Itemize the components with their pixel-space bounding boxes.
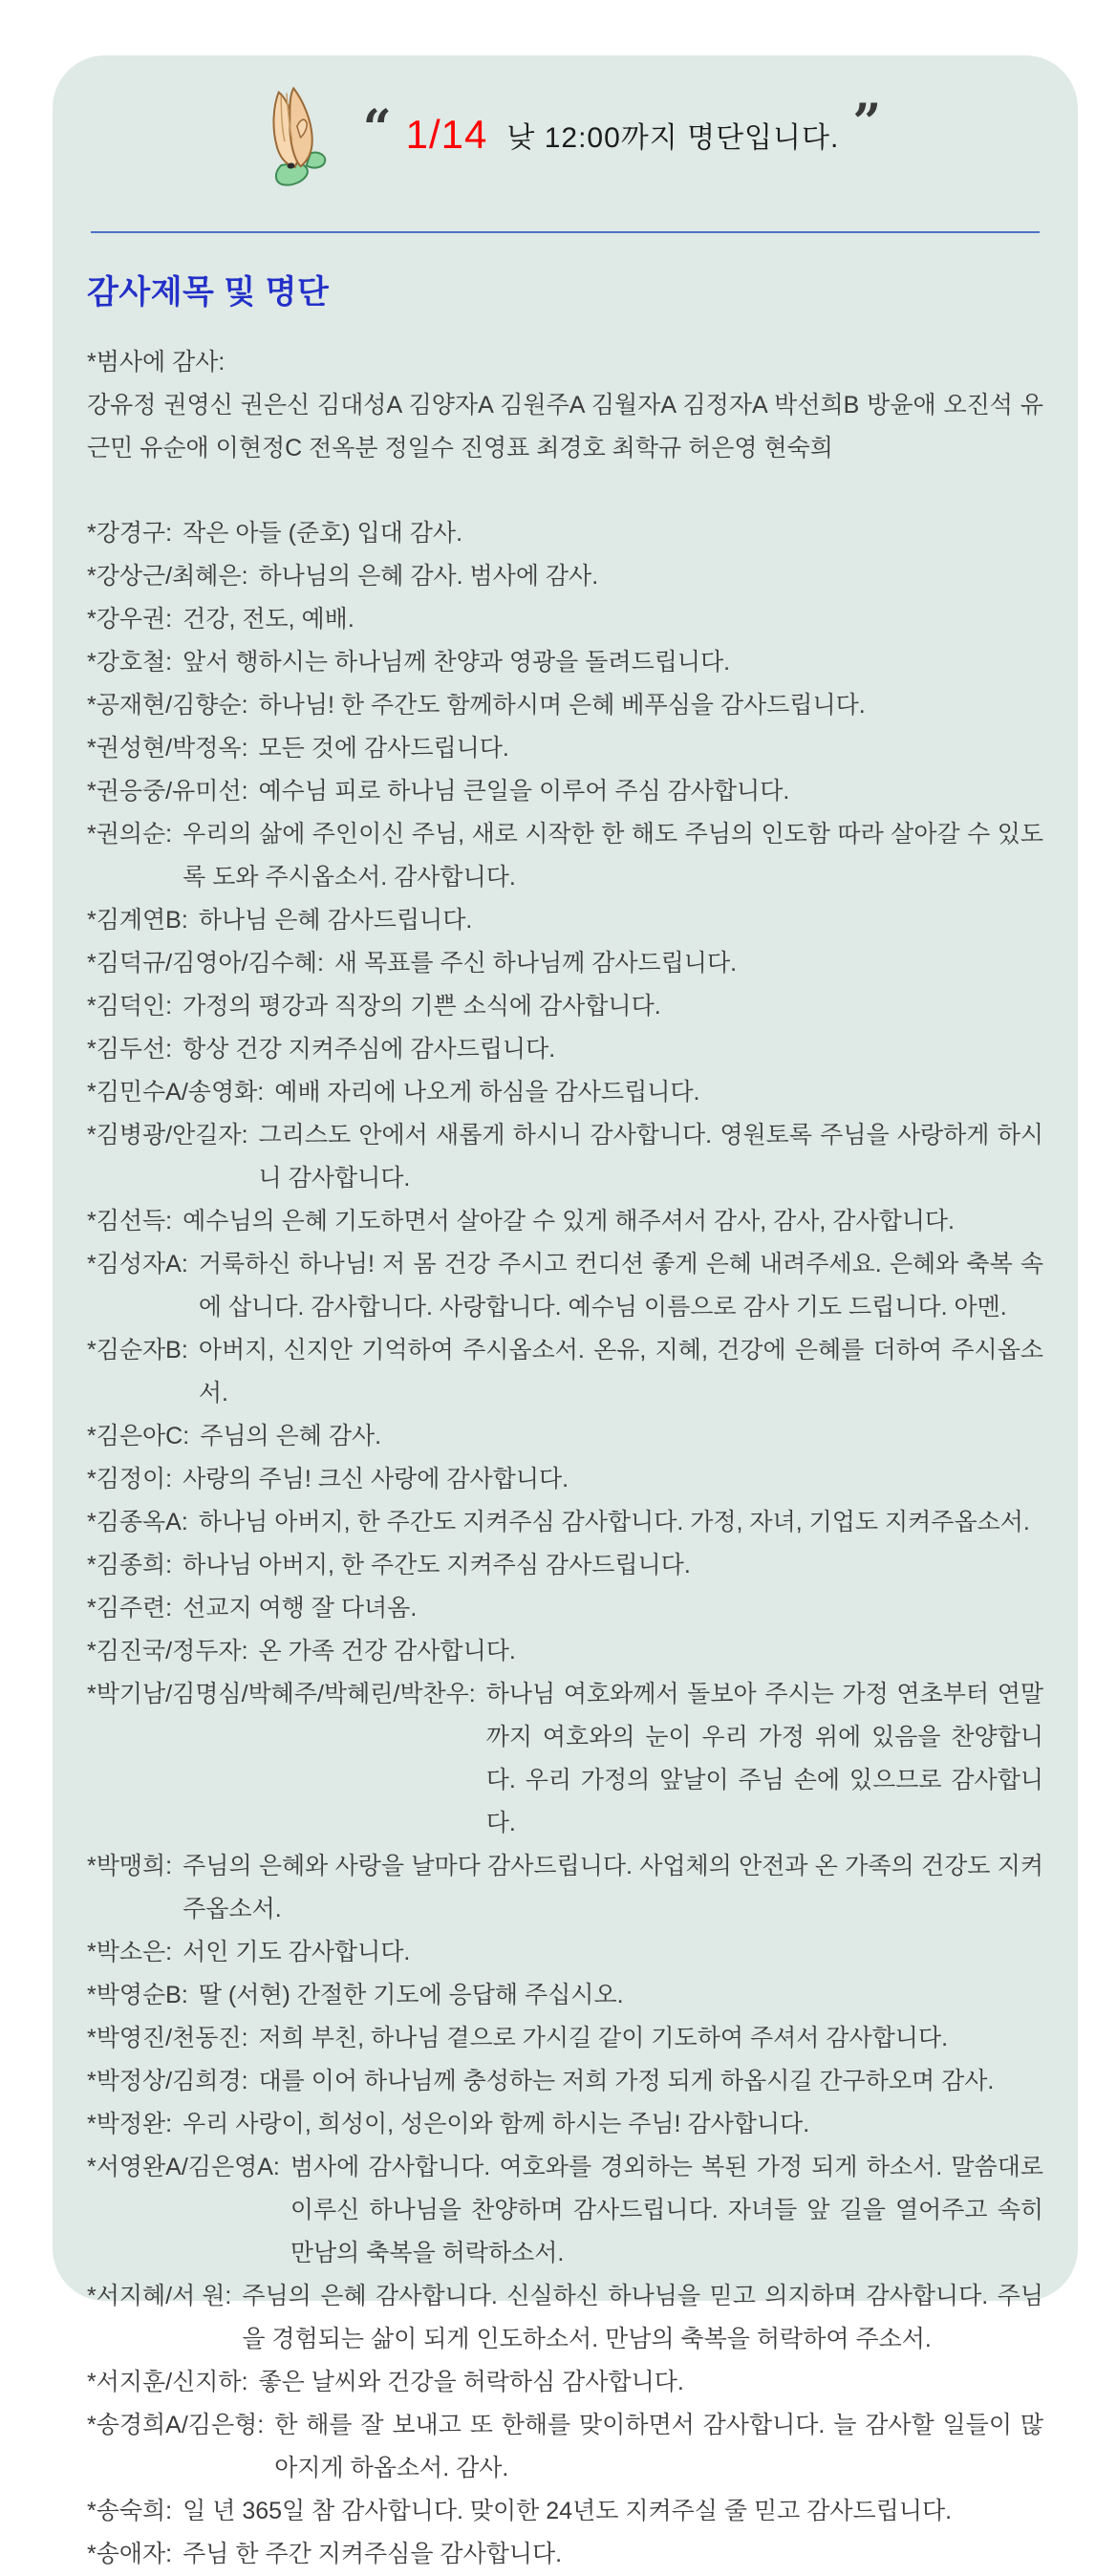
thanks-entry bbox=[87, 2533, 1043, 2576]
entry-name: *서영완A/김은영A: bbox=[87, 2154, 280, 2180]
entry-name: *권응중/유미선: bbox=[87, 778, 248, 805]
entry-text: 하나님의 은혜 감사. 범사에 감사. bbox=[258, 563, 599, 590]
entry-text: 사랑의 주님! 크신 사랑에 감사합니다. bbox=[183, 1466, 569, 1492]
entry-text: 하나님 아버지, 한 주간도 지켜주심 감사합니다. 가정, 자녀, 기업도 지켜주옵소서. bbox=[198, 1509, 1030, 1535]
entry-text: 작은 아들 (준호) 입대 감사. bbox=[183, 520, 463, 547]
entry-name: *박정상/김희경: bbox=[87, 2068, 248, 2094]
entry-text: 건강, 전도, 예배. bbox=[183, 606, 354, 633]
entry-text: 서인 기도 감사합니다. bbox=[183, 1939, 411, 1965]
thanks-entry bbox=[87, 1974, 1043, 2017]
general-thanks-label: *범사에 감사: bbox=[87, 349, 226, 376]
entry-name: *김종옥A: bbox=[87, 1509, 188, 1535]
thanks-entry bbox=[87, 1587, 1043, 1630]
thanks-entry bbox=[87, 1243, 1043, 1329]
entry-name: *강경구: bbox=[87, 520, 173, 547]
entry-name: *김민수A/송영화: bbox=[87, 1079, 265, 1106]
entry-name: *서지혜/서 원: bbox=[87, 2283, 232, 2309]
entry-text: 앞서 행하시는 하나님께 찬양과 영광을 돌려드립니다. bbox=[183, 649, 731, 676]
entry-name: *박정완: bbox=[87, 2111, 173, 2137]
header bbox=[79, 76, 1051, 193]
entry-name: *서지훈/신지하: bbox=[87, 2369, 248, 2395]
thanks-entry bbox=[87, 1415, 1043, 1458]
thanks-entry bbox=[87, 1630, 1043, 1673]
general-thanks-names: 강유정 권영신 권은신 김대성A 김양자A 김원주A 김월자A 김정자A 박선희B 방윤애 오진석 유근민 유순애 이현정C 전옥분 정일수 진영표 최경호 최학규 허은영 현숙희 bbox=[87, 392, 1043, 462]
entry-name: *박맹희: bbox=[87, 1853, 173, 1879]
entry-name: *김은아C: bbox=[87, 1423, 190, 1449]
entry-text: 범사에 감사합니다. 여호와를 경외하는 복된 가정 되게 하소서. 말씀대로 이루신 하나님을 찬양하며 감사드립니다. 자녀들 앞 길을 열어주고 속히 만남의 축복을 허락하소서. bbox=[290, 2154, 1043, 2266]
thanks-entry bbox=[87, 2060, 1043, 2103]
entry-text: 하나님 여호와께서 돌보아 주시는 가정 연초부터 연말까지 여호와의 눈이 우리 가정 위에 있음을 찬양합니다. 우리 가정의 앞날이 주님 손에 있으므로 감사합니다. bbox=[485, 1681, 1043, 1836]
entry-name: *송숙희: bbox=[87, 2498, 173, 2524]
thanks-entry bbox=[87, 2146, 1043, 2275]
entry-name: *김진국/정두자: bbox=[87, 1638, 248, 1664]
praying-hands-icon bbox=[242, 77, 343, 192]
entry-name: *김순자B: bbox=[87, 1337, 188, 1363]
entry-text: 하나님 은혜 감사드립니다. bbox=[198, 907, 473, 934]
entry-text: 대를 이어 하나님께 충성하는 저희 가정 되게 하옵시길 간구하오며 감사. bbox=[258, 2068, 995, 2094]
thanks-entry bbox=[87, 2404, 1043, 2490]
thanks-entry bbox=[87, 1329, 1043, 1415]
entry-name: *송경희A/김은형: bbox=[87, 2412, 265, 2438]
entry-text: 그리스도 안에서 새롭게 하시니 감사합니다. 영원토록 주님을 사랑하게 하시니 감사합니다. bbox=[258, 1122, 1043, 1191]
entry-text: 딸 (서현) 간절한 기도에 응답해 주십시오. bbox=[198, 1982, 624, 2008]
entry-text: 아버지, 신지안 기억하여 주시옵소서. 온유, 지혜, 건강에 은혜를 더하여 주시옵소서. bbox=[198, 1337, 1043, 1406]
entry-name: *강우권: bbox=[87, 606, 173, 633]
thanks-entry bbox=[87, 1200, 1043, 1243]
entry-name: *김덕규/김영아/김수혜: bbox=[87, 950, 324, 977]
thanks-entry bbox=[87, 1501, 1043, 1544]
entry-name: *권성현/박정옥: bbox=[87, 735, 248, 762]
thanks-entry bbox=[87, 2103, 1043, 2146]
thanks-entry bbox=[87, 813, 1043, 899]
entry-text: 한 해를 잘 보내고 또 한해를 맞이하면서 감사합니다. 늘 감사할 일들이 많아지게 하옵소서. 감사. bbox=[274, 2412, 1043, 2481]
entry-name: *김정이: bbox=[87, 1466, 173, 1492]
entry-list bbox=[87, 512, 1043, 2576]
entry-name: *김성자A: bbox=[87, 1251, 188, 1277]
thanks-entry bbox=[87, 641, 1043, 684]
deadline-date: 1/14 bbox=[405, 112, 488, 157]
thanks-entry bbox=[87, 942, 1043, 985]
entry-name: *강호철: bbox=[87, 649, 173, 676]
thanks-entry bbox=[87, 598, 1043, 641]
entry-text: 일 년 365일 참 감사합니다. 맞이한 24년도 지켜주실 줄 믿고 감사드립니다. bbox=[183, 2498, 953, 2524]
header-quote: “ 1/14 낮 12:00까지 명단입니다. ” bbox=[362, 94, 883, 158]
entry-name: *박소은: bbox=[87, 1939, 173, 1965]
entry-name: *김병광/안길자: bbox=[87, 1122, 248, 1148]
entry-name: *박기남/김명심/박혜주/박혜린/박찬우: bbox=[87, 1681, 476, 1707]
divider-line bbox=[91, 231, 1040, 233]
thanks-entry bbox=[87, 1931, 1043, 1974]
entry-text: 주님의 은혜 감사. bbox=[200, 1423, 382, 1449]
entry-text: 선교지 여행 잘 다녀옴. bbox=[183, 1595, 418, 1621]
entry-text: 주님 한 주간 지켜주심을 감사합니다. bbox=[183, 2541, 563, 2567]
entry-text: 새 목표를 주신 하나님께 감사드립니다. bbox=[333, 950, 738, 977]
thanks-entry bbox=[87, 2275, 1043, 2361]
entry-name: *송애자: bbox=[87, 2541, 173, 2567]
entry-text: 예배 자리에 나오게 하심을 감사드립니다. bbox=[274, 1079, 700, 1106]
entry-name: *박영진/천동진: bbox=[87, 2025, 248, 2051]
entry-text: 거룩하신 하나님! 저 몸 건강 주시고 컨디션 좋게 은혜 내려주세요. 은혜와 축복 속에 삽니다. 감사합니다. 사랑합니다. 예수님 이름으로 감사 기도 드립니다. 아멘. bbox=[198, 1251, 1043, 1320]
thanks-entry bbox=[87, 985, 1043, 1028]
thanks-entry bbox=[87, 2017, 1043, 2060]
entry-text: 우리의 삶에 주인이신 주님, 새로 시작한 한 해도 주님의 인도함 따라 살아갈 수 있도록 도와 주시옵소서. 감사합니다. bbox=[183, 821, 1043, 891]
thanks-entry bbox=[87, 2361, 1043, 2404]
entry-name: *김두선: bbox=[87, 1036, 173, 1063]
thanks-entry bbox=[87, 2490, 1043, 2533]
deadline-notice: 낮 12:00까지 명단입니다. bbox=[506, 122, 840, 154]
entry-name: *박영순B: bbox=[87, 1982, 188, 2008]
thanks-entry bbox=[87, 1845, 1043, 1931]
thanks-entry bbox=[87, 555, 1043, 598]
thanks-entry bbox=[87, 512, 1043, 555]
entry-name: *공재현/김향순: bbox=[87, 692, 248, 719]
thanks-entry bbox=[87, 684, 1043, 727]
entry-name: *김종희: bbox=[87, 1552, 173, 1578]
thanks-entry bbox=[87, 1544, 1043, 1587]
entry-text: 하나님 아버지, 한 주간도 지켜주심 감사드립니다. bbox=[183, 1552, 691, 1578]
entry-name: *김덕인: bbox=[87, 993, 173, 1020]
entry-text: 가정의 평강과 직장의 기쁜 소식에 감사합니다. bbox=[183, 993, 661, 1020]
thanks-entry bbox=[87, 770, 1043, 813]
entry-name: *김계연B: bbox=[87, 907, 188, 934]
entry-text: 좋은 날씨와 건강을 허락하심 감사합니다. bbox=[258, 2369, 684, 2395]
entry-name: *권의순: bbox=[87, 821, 173, 848]
entry-text: 예수님 피로 하나님 큰일을 이루어 주심 감사합니다. bbox=[258, 778, 790, 805]
thanks-entry bbox=[87, 1673, 1043, 1845]
announcement-panel bbox=[53, 55, 1078, 2567]
thanks-entry bbox=[87, 727, 1043, 770]
entry-text: 우리 사랑이, 희성이, 성은이와 함께 하시는 주님! 감사합니다. bbox=[183, 2111, 810, 2137]
entry-text: 온 가족 건강 감사합니다. bbox=[258, 1638, 516, 1664]
entry-text: 주님의 은혜 감사합니다. 신실하신 하나님을 믿고 의지하며 감사합니다. 주님을 경험되는 삶이 되게 인도하소서. 만남의 축복을 허락하여 주소서. bbox=[242, 2283, 1043, 2352]
entry-name: *김주련: bbox=[87, 1595, 173, 1621]
entry-name: *강상근/최혜은: bbox=[87, 563, 248, 590]
entry-text: 예수님의 은혜 기도하면서 살아갈 수 있게 해주셔서 감사, 감사, 감사합니다. bbox=[183, 1208, 955, 1234]
thanks-entry bbox=[87, 1114, 1043, 1200]
thanks-entry bbox=[87, 899, 1043, 942]
thanks-list bbox=[87, 341, 1043, 2576]
entry-text: 저희 부친, 하나님 곁으로 가시길 같이 기도하여 주셔서 감사합니다. bbox=[258, 2025, 949, 2051]
entry-text: 항상 건강 지켜주심에 감사드립니다. bbox=[183, 1036, 556, 1063]
thanks-entry bbox=[87, 1028, 1043, 1071]
entry-name: *김선득: bbox=[87, 1208, 173, 1234]
section-title: 감사제목 및 명단 bbox=[87, 274, 330, 311]
entry-text: 하나님! 한 주간도 함께하시며 은혜 베푸심을 감사드립니다. bbox=[258, 692, 866, 719]
thanks-entry bbox=[87, 1071, 1043, 1114]
entry-text: 주님의 은혜와 사랑을 날마다 감사드립니다. 사업체의 안전과 온 가족의 건강도 지켜주옵소서. bbox=[183, 1853, 1043, 1922]
thanks-entry bbox=[87, 1458, 1043, 1501]
entry-text: 모든 것에 감사드립니다. bbox=[258, 735, 509, 762]
